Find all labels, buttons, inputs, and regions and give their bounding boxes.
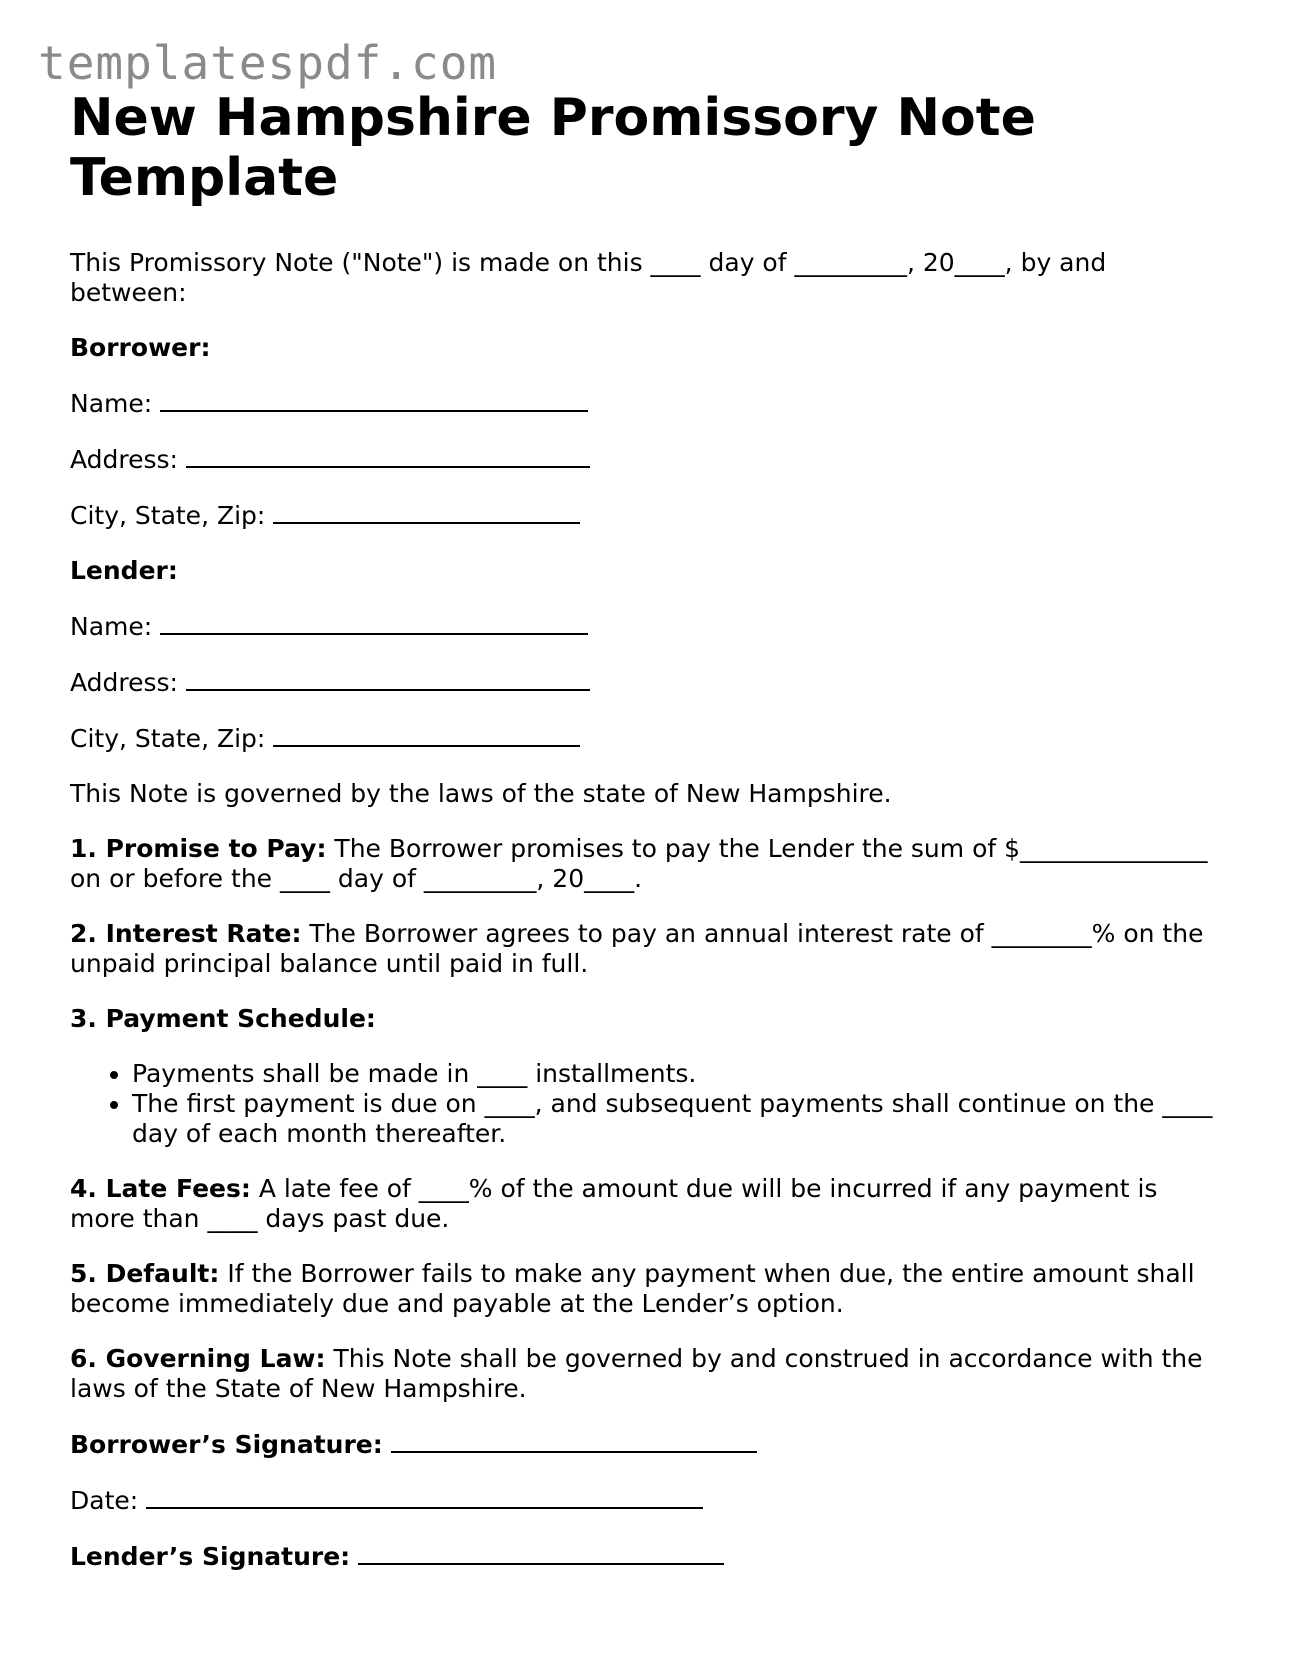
payment-schedule-list [70, 1059, 1230, 1149]
page-title: New Hampshire Promissory Note Template [70, 88, 1036, 208]
section-title: 4. Late Fees: [70, 1174, 251, 1203]
section-title: 5. Default: [70, 1259, 220, 1288]
governed-text: This Note is governed by the laws of the state of New Hampshire. [70, 779, 892, 808]
lender-signature-field[interactable] [70, 1541, 1230, 1572]
watermark: templatespdf.com [38, 36, 498, 90]
borrower-address-label: Address: [70, 445, 178, 474]
lender-signature-label: Lender’s Signature: [70, 1542, 351, 1571]
list-item: • Payments shall be made in ____ installments. [132, 1059, 1230, 1089]
section-title: 1. Promise to Pay: [70, 834, 327, 863]
lender-address-field[interactable] [70, 667, 1230, 698]
section-text: This Note shall be governed by and construed in accordance with the laws of the State of New Hampshire. [70, 1344, 1203, 1403]
intro-text: This Promissory Note ("Note") is made on this ____ day of _________, 20____, by and between: [70, 248, 1107, 307]
lender-name-label: Name: [70, 612, 153, 641]
borrower-name-field[interactable] [70, 388, 1230, 419]
section-default [70, 1259, 1230, 1319]
section-text: The Borrower promises to pay the Lender the sum of $_______________ on or before the ____ day of _________, 20____. [70, 834, 1208, 893]
lender-city-line[interactable] [273, 723, 580, 747]
borrower-signature-field[interactable] [70, 1429, 1230, 1460]
lender-name-line[interactable] [160, 611, 588, 635]
section-interest-rate [70, 919, 1230, 979]
lender-heading: Lender: [70, 556, 178, 585]
list-item: • The first payment is due on ____, and subsequent payments shall continue on the ____ day of each month thereafter. [132, 1089, 1230, 1149]
section-text: The Borrower agrees to pay an annual interest rate of ________% on the unpaid principal balance until paid in full. [70, 919, 1204, 978]
date-field[interactable] [70, 1485, 1230, 1516]
lender-address-line[interactable] [186, 667, 590, 691]
borrower-heading: Borrower: [70, 333, 211, 362]
lender-city-label: City, State, Zip: [70, 724, 266, 753]
section-governing-law [70, 1344, 1230, 1404]
borrower-name-line[interactable] [160, 388, 588, 412]
section-late-fees [70, 1174, 1230, 1234]
borrower-city-line[interactable] [273, 500, 580, 524]
lender-name-field[interactable] [70, 611, 1230, 642]
borrower-signature-line[interactable] [391, 1429, 757, 1453]
section-promise-to-pay [70, 834, 1230, 894]
date-label: Date: [70, 1486, 139, 1515]
section-title: 2. Interest Rate: [70, 919, 302, 948]
borrower-address-field[interactable] [70, 444, 1230, 475]
section-title: 6. Governing Law: [70, 1344, 326, 1373]
lender-address-label: Address: [70, 668, 178, 697]
lender-signature-line[interactable] [358, 1541, 724, 1565]
borrower-address-line[interactable] [186, 444, 590, 468]
borrower-city-label: City, State, Zip: [70, 501, 266, 530]
section-text: A late fee of ____% of the amount due will be incurred if any payment is more than ____ days past due. [70, 1174, 1158, 1233]
borrower-city-field[interactable] [70, 500, 1230, 531]
document-body [70, 88, 1230, 1597]
borrower-signature-label: Borrower’s Signature: [70, 1430, 383, 1459]
section-payment-schedule [70, 1004, 1230, 1034]
section-title: 3. Payment Schedule: [70, 1004, 376, 1033]
section-text: If the Borrower fails to make any payment when due, the entire amount shall become immediately due and payable at the Lender’s option. [70, 1259, 1195, 1318]
lender-city-field[interactable] [70, 723, 1230, 754]
borrower-name-label: Name: [70, 389, 153, 418]
date-line[interactable] [146, 1485, 703, 1509]
